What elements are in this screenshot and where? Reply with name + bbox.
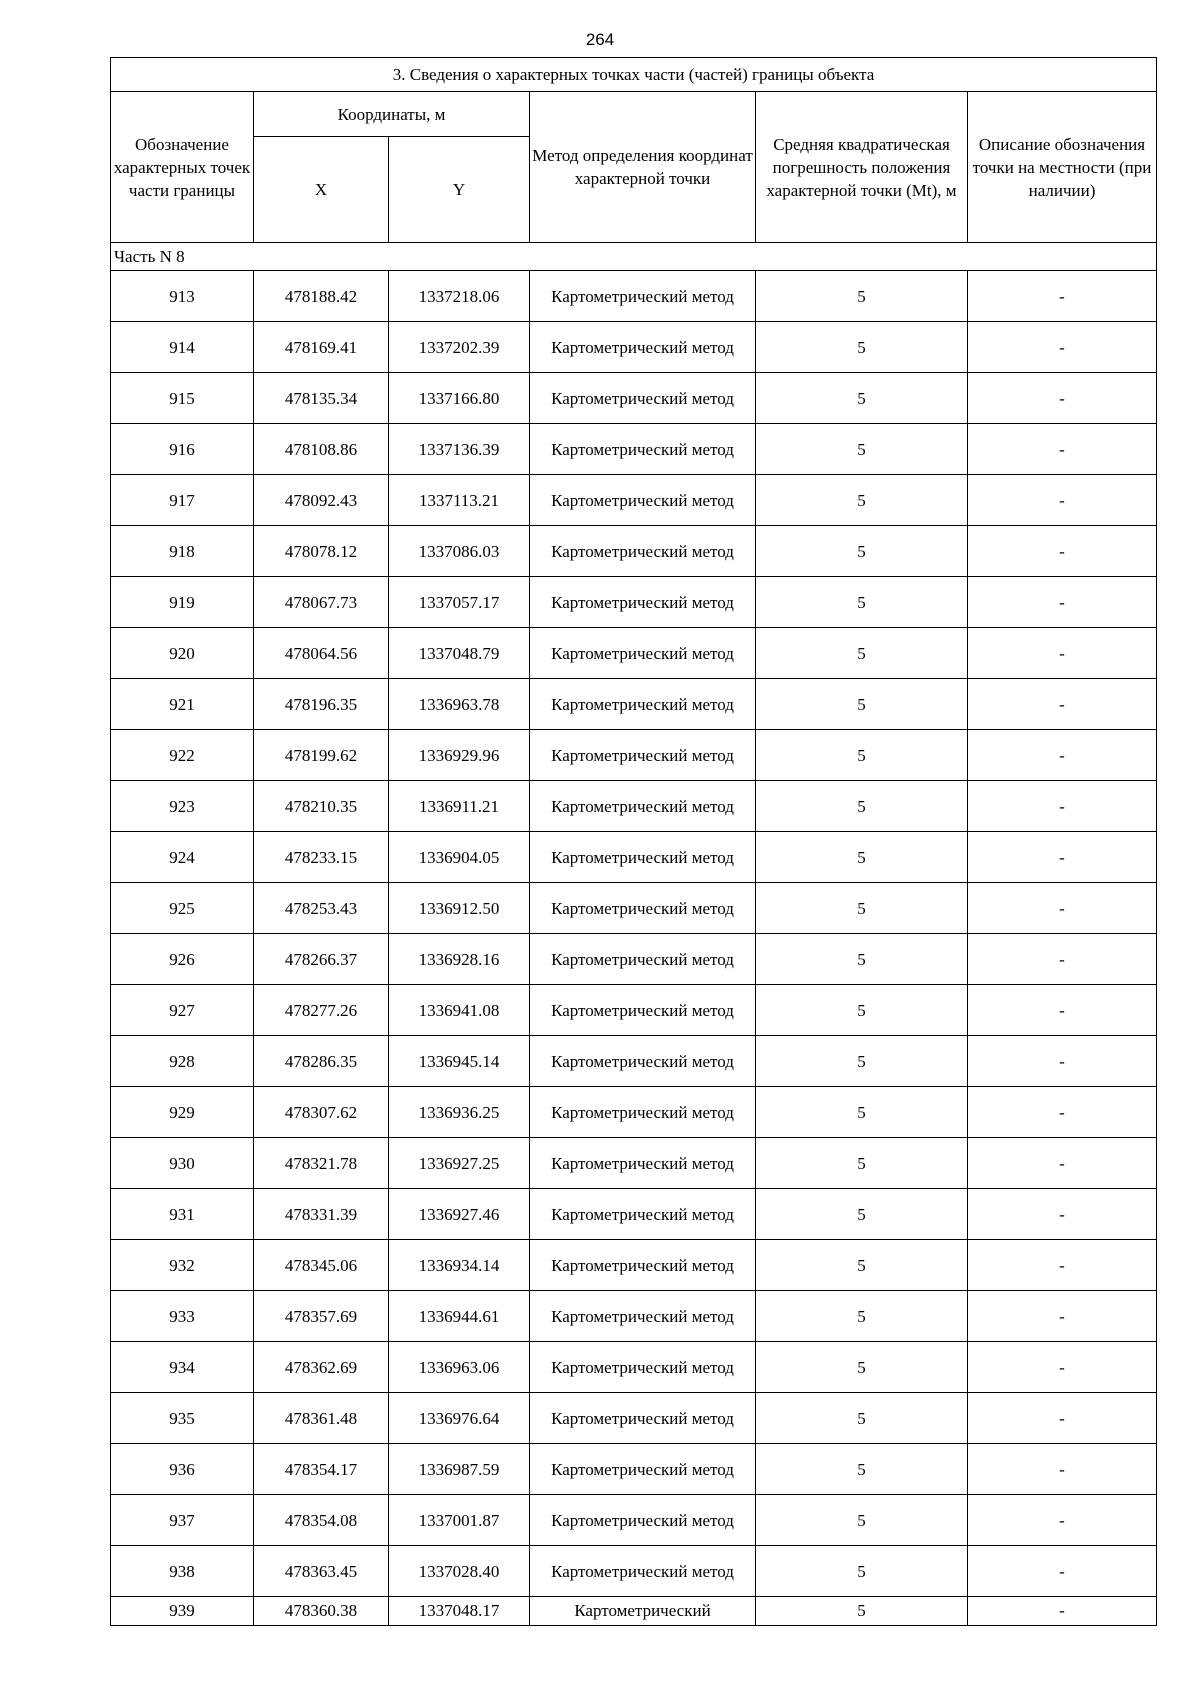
- coord-x: 478321.78: [254, 1138, 389, 1189]
- coord-y: 1336929.96: [389, 730, 530, 781]
- method: Картометрический метод: [530, 1444, 756, 1495]
- table-row: [111, 883, 1157, 934]
- coord-x: 478067.73: [254, 577, 389, 628]
- header-description: Описание обозначения точки на местности (при наличии): [968, 92, 1157, 243]
- table-row: [111, 1546, 1157, 1597]
- table-row: [111, 1189, 1157, 1240]
- point-number: 927: [111, 985, 254, 1036]
- coord-y: 1337057.17: [389, 577, 530, 628]
- error-value: 5: [756, 424, 968, 475]
- error-value: 5: [756, 985, 968, 1036]
- coord-y: 1337048.79: [389, 628, 530, 679]
- point-number: 920: [111, 628, 254, 679]
- table-row: [111, 1597, 1157, 1626]
- method: Картометрический метод: [530, 781, 756, 832]
- coord-x: 478277.26: [254, 985, 389, 1036]
- description: -: [968, 628, 1157, 679]
- point-number: 932: [111, 1240, 254, 1291]
- error-value: 5: [756, 832, 968, 883]
- coord-y: 1337113.21: [389, 475, 530, 526]
- coord-x: 478092.43: [254, 475, 389, 526]
- header-coordinates: Координаты, м: [254, 92, 530, 137]
- point-number: 926: [111, 934, 254, 985]
- point-number: 935: [111, 1393, 254, 1444]
- coord-y: 1336928.16: [389, 934, 530, 985]
- header-error: Средняя квадратическая погрешность положения характерной точки (Mt), м: [756, 92, 968, 243]
- table-row: [111, 1495, 1157, 1546]
- method: Картометрический метод: [530, 730, 756, 781]
- table-row: [111, 424, 1157, 475]
- method: Картометрический метод: [530, 475, 756, 526]
- coord-y: 1336927.46: [389, 1189, 530, 1240]
- description: -: [968, 1189, 1157, 1240]
- table-row: [111, 1240, 1157, 1291]
- table-row: [111, 628, 1157, 679]
- method: Картометрический метод: [530, 1342, 756, 1393]
- coord-y: 1337202.39: [389, 322, 530, 373]
- point-number: 938: [111, 1546, 254, 1597]
- error-value: 5: [756, 1036, 968, 1087]
- coord-y: 1336927.25: [389, 1138, 530, 1189]
- table-row: [111, 730, 1157, 781]
- description: -: [968, 985, 1157, 1036]
- method: Картометрический метод: [530, 526, 756, 577]
- table-row: [111, 475, 1157, 526]
- description: -: [968, 1342, 1157, 1393]
- point-number: 929: [111, 1087, 254, 1138]
- table-row: [111, 1087, 1157, 1138]
- error-value: 5: [756, 271, 968, 322]
- point-number: 923: [111, 781, 254, 832]
- coord-y: 1337136.39: [389, 424, 530, 475]
- coord-y: 1336976.64: [389, 1393, 530, 1444]
- description: -: [968, 883, 1157, 934]
- coord-y: 1336963.06: [389, 1342, 530, 1393]
- coord-x: 478233.15: [254, 832, 389, 883]
- error-value: 5: [756, 1087, 968, 1138]
- coord-y: 1337001.87: [389, 1495, 530, 1546]
- point-number: 913: [111, 271, 254, 322]
- description: -: [968, 1036, 1157, 1087]
- point-number: 933: [111, 1291, 254, 1342]
- error-value: 5: [756, 1291, 968, 1342]
- method: Картометрический метод: [530, 1291, 756, 1342]
- points-table: [110, 57, 1157, 1626]
- coord-y: 1336934.14: [389, 1240, 530, 1291]
- error-value: 5: [756, 883, 968, 934]
- description: -: [968, 424, 1157, 475]
- method: Картометрический метод: [530, 1495, 756, 1546]
- description: -: [968, 1444, 1157, 1495]
- coord-y: 1337028.40: [389, 1546, 530, 1597]
- point-number: 915: [111, 373, 254, 424]
- method: Картометрический метод: [530, 1546, 756, 1597]
- header-point-label: Обозначение характерных точек части границы: [111, 92, 254, 243]
- error-value: 5: [756, 934, 968, 985]
- coord-y: 1336944.61: [389, 1291, 530, 1342]
- table-row: [111, 832, 1157, 883]
- point-number: 928: [111, 1036, 254, 1087]
- coord-x: 478078.12: [254, 526, 389, 577]
- description: -: [968, 1495, 1157, 1546]
- error-value: 5: [756, 1393, 968, 1444]
- description: -: [968, 577, 1157, 628]
- error-value: 5: [756, 1495, 968, 1546]
- method: Картометрический метод: [530, 1087, 756, 1138]
- error-value: 5: [756, 322, 968, 373]
- method: Картометрический метод: [530, 883, 756, 934]
- description: -: [968, 271, 1157, 322]
- method: Картометрический метод: [530, 679, 756, 730]
- header-x: X: [254, 137, 389, 243]
- error-value: 5: [756, 1240, 968, 1291]
- error-value: 5: [756, 475, 968, 526]
- description: -: [968, 1240, 1157, 1291]
- method: Картометрический метод: [530, 934, 756, 985]
- coord-x: 478360.38: [254, 1597, 389, 1626]
- coord-y: 1336911.21: [389, 781, 530, 832]
- error-value: 5: [756, 1342, 968, 1393]
- error-value: 5: [756, 1546, 968, 1597]
- description: -: [968, 832, 1157, 883]
- table-row: [111, 373, 1157, 424]
- method: Картометрический метод: [530, 1138, 756, 1189]
- point-number: 939: [111, 1597, 254, 1626]
- method: Картометрический метод: [530, 577, 756, 628]
- method: Картометрический метод: [530, 628, 756, 679]
- point-number: 924: [111, 832, 254, 883]
- coord-y: 1336963.78: [389, 679, 530, 730]
- description: -: [968, 679, 1157, 730]
- error-value: 5: [756, 1597, 968, 1626]
- error-value: 5: [756, 577, 968, 628]
- error-value: 5: [756, 373, 968, 424]
- method: Картометрический метод: [530, 322, 756, 373]
- coord-y: 1336945.14: [389, 1036, 530, 1087]
- coord-x: 478354.17: [254, 1444, 389, 1495]
- coord-x: 478357.69: [254, 1291, 389, 1342]
- section-title: 3. Сведения о характерных точках части (частей) границы объекта: [111, 58, 1157, 92]
- point-number: 918: [111, 526, 254, 577]
- method: Картометрический метод: [530, 1189, 756, 1240]
- coord-y: 1336941.08: [389, 985, 530, 1036]
- description: -: [968, 1087, 1157, 1138]
- description: -: [968, 781, 1157, 832]
- table-row: [111, 322, 1157, 373]
- point-number: 937: [111, 1495, 254, 1546]
- point-number: 934: [111, 1342, 254, 1393]
- error-value: 5: [756, 628, 968, 679]
- point-number: 925: [111, 883, 254, 934]
- point-number: 922: [111, 730, 254, 781]
- table-row: [111, 526, 1157, 577]
- method: Картометрический метод: [530, 424, 756, 475]
- coord-x: 478362.69: [254, 1342, 389, 1393]
- table-row: [111, 1342, 1157, 1393]
- method: Картометрический: [530, 1597, 756, 1626]
- coord-x: 478354.08: [254, 1495, 389, 1546]
- description: -: [968, 1597, 1157, 1626]
- coord-y: 1336936.25: [389, 1087, 530, 1138]
- description: -: [968, 730, 1157, 781]
- coord-y: 1337086.03: [389, 526, 530, 577]
- coord-x: 478286.35: [254, 1036, 389, 1087]
- header-method: Метод определения координат характерной точки: [530, 92, 756, 243]
- coord-x: 478363.45: [254, 1546, 389, 1597]
- error-value: 5: [756, 1138, 968, 1189]
- point-number: 914: [111, 322, 254, 373]
- method: Картометрический метод: [530, 271, 756, 322]
- table-row: [111, 1036, 1157, 1087]
- method: Картометрический метод: [530, 1240, 756, 1291]
- table-row: [111, 1393, 1157, 1444]
- error-value: 5: [756, 1189, 968, 1240]
- coord-x: 478361.48: [254, 1393, 389, 1444]
- coord-x: 478266.37: [254, 934, 389, 985]
- description: -: [968, 1393, 1157, 1444]
- description: -: [968, 373, 1157, 424]
- coord-x: 478199.62: [254, 730, 389, 781]
- header-y: Y: [389, 137, 530, 243]
- method: Картометрический метод: [530, 373, 756, 424]
- error-value: 5: [756, 679, 968, 730]
- table-row: [111, 577, 1157, 628]
- table-row: [111, 679, 1157, 730]
- table-body: [111, 271, 1157, 1626]
- description: -: [968, 934, 1157, 985]
- coord-y: 1336904.05: [389, 832, 530, 883]
- table-row: [111, 781, 1157, 832]
- page-number: 264: [585, 30, 615, 49]
- point-number: 916: [111, 424, 254, 475]
- error-value: 5: [756, 526, 968, 577]
- point-number: 919: [111, 577, 254, 628]
- coord-y: 1337218.06: [389, 271, 530, 322]
- point-number: 917: [111, 475, 254, 526]
- coord-x: 478253.43: [254, 883, 389, 934]
- description: -: [968, 1546, 1157, 1597]
- coord-y: 1337166.80: [389, 373, 530, 424]
- table-row: [111, 1444, 1157, 1495]
- error-value: 5: [756, 730, 968, 781]
- coord-x: 478064.56: [254, 628, 389, 679]
- coord-y: 1336987.59: [389, 1444, 530, 1495]
- table-row: [111, 271, 1157, 322]
- coord-x: 478307.62: [254, 1087, 389, 1138]
- point-number: 931: [111, 1189, 254, 1240]
- table-row: [111, 985, 1157, 1036]
- description: -: [968, 475, 1157, 526]
- description: -: [968, 526, 1157, 577]
- table-row: [111, 934, 1157, 985]
- table-row: [111, 1291, 1157, 1342]
- method: Картометрический метод: [530, 1036, 756, 1087]
- method: Картометрический метод: [530, 985, 756, 1036]
- error-value: 5: [756, 1444, 968, 1495]
- description: -: [968, 1138, 1157, 1189]
- coord-x: 478331.39: [254, 1189, 389, 1240]
- coord-y: 1336912.50: [389, 883, 530, 934]
- coord-x: 478169.41: [254, 322, 389, 373]
- part-label: Часть N 8: [111, 243, 1157, 271]
- coord-x: 478188.42: [254, 271, 389, 322]
- error-value: 5: [756, 781, 968, 832]
- coord-x: 478196.35: [254, 679, 389, 730]
- point-number: 936: [111, 1444, 254, 1495]
- point-number: 921: [111, 679, 254, 730]
- point-number: 930: [111, 1138, 254, 1189]
- description: -: [968, 1291, 1157, 1342]
- description: -: [968, 322, 1157, 373]
- coord-x: 478135.34: [254, 373, 389, 424]
- method: Картометрический метод: [530, 1393, 756, 1444]
- coord-x: 478210.35: [254, 781, 389, 832]
- table-row: [111, 1138, 1157, 1189]
- coord-y: 1337048.17: [389, 1597, 530, 1626]
- coord-x: 478108.86: [254, 424, 389, 475]
- coord-x: 478345.06: [254, 1240, 389, 1291]
- method: Картометрический метод: [530, 832, 756, 883]
